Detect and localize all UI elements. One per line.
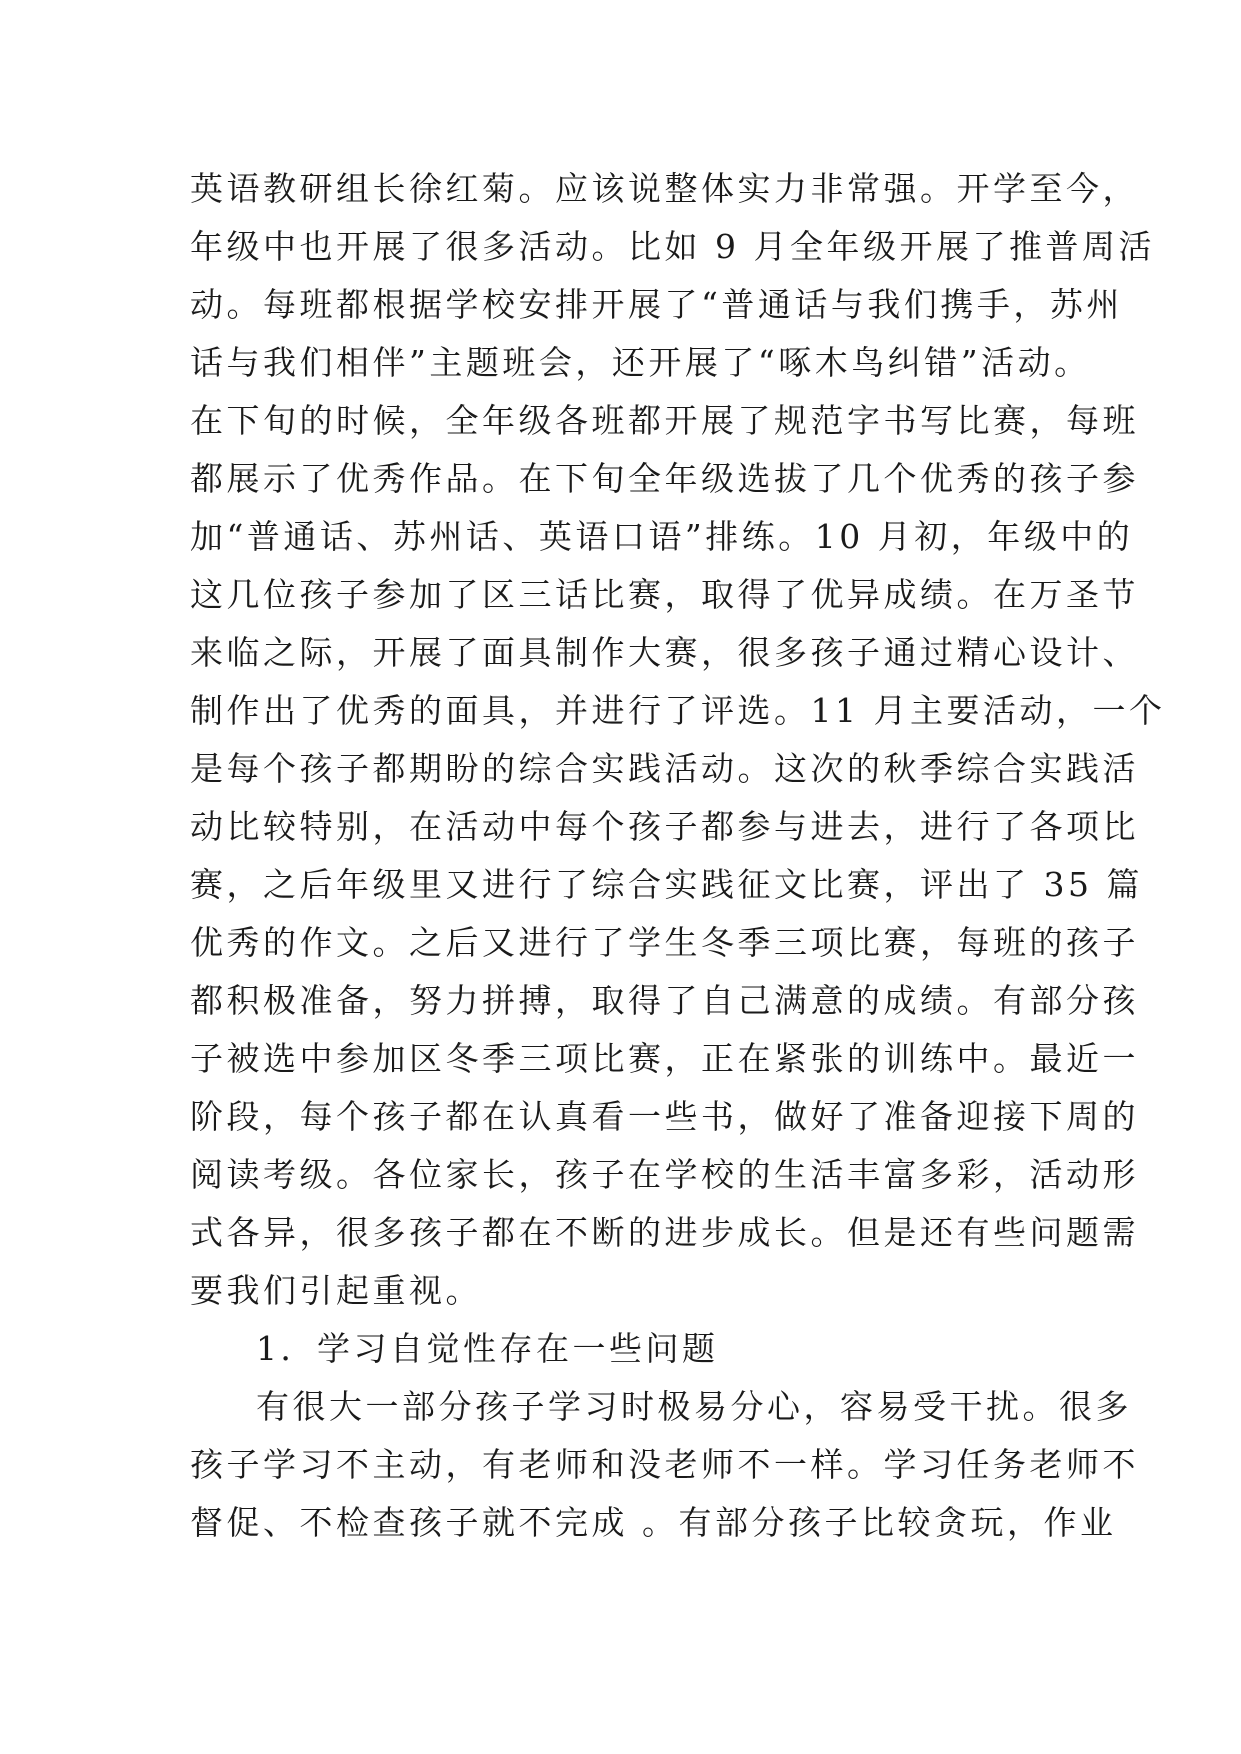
text-line: 加“普通话、苏州话、英语口语”排练。10 月初，年级中的 [190, 517, 1134, 556]
text-line: 制作出了优秀的面具，并进行了评选。11 月主要活动，一个 [190, 691, 1166, 730]
text-line: 这几位孩子参加了区三话比赛，取得了优异成绩。在万圣节 [190, 575, 1139, 614]
text-line: 督促、不检查孩子就不完成 。有部分孩子比较贪玩，作业 [190, 1503, 1117, 1542]
text-line: 优秀的作文。之后又进行了学生冬季三项比赛，每班的孩子 [190, 923, 1139, 962]
text-line: 有很大一部分孩子学习时极易分心，容易受干扰。很多 [256, 1387, 1132, 1426]
text-line: 是每个孩子都期盼的综合实践活动。这次的秋季综合实践活 [190, 749, 1139, 788]
text-line: 赛，之后年级里又进行了综合实践征文比赛，评出了 35 篇 [190, 865, 1143, 904]
text-line: 动。每班都根据学校安排开展了“普通话与我们携手，苏州 [190, 285, 1123, 324]
text-line: 来临之际，开展了面具制作大赛，很多孩子通过精心设计、 [190, 633, 1139, 672]
document-body [190, 160, 1166, 1552]
text-line: 在下旬的时候，全年级各班都开展了规范字书写比赛，每班 [190, 401, 1139, 440]
text-line: 年级中也开展了很多活动。比如 9 月全年级开展了推普周活 [190, 227, 1155, 266]
text-line: 孩子学习不主动，有老师和没老师不一样。学习任务老师不 [190, 1445, 1139, 1484]
text-line: 都展示了优秀作品。在下旬全年级选拔了几个优秀的孩子参 [190, 459, 1139, 498]
section-heading: 1．学习自觉性存在一些问题 [256, 1329, 719, 1368]
text-line: 动比较特别，在活动中每个孩子都参与进去，进行了各项比 [190, 807, 1139, 846]
text-line: 都积极准备，努力拼搏，取得了自己满意的成绩。有部分孩 [190, 981, 1139, 1020]
text-line: 子被选中参加区冬季三项比赛，正在紧张的训练中。最近一 [190, 1039, 1139, 1078]
text-line: 阅读考级。各位家长，孩子在学校的生活丰富多彩，活动形 [190, 1155, 1139, 1194]
text-line: 话与我们相伴”主题班会，还开展了“啄木鸟纠错”活动。 [190, 343, 1091, 382]
text-line: 阶段，每个孩子都在认真看一些书，做好了准备迎接下周的 [190, 1097, 1139, 1136]
text-line: 式各异，很多孩子都在不断的进步成长。但是还有些问题需 [190, 1213, 1139, 1252]
text-line: 英语教研组长徐红菊。应该说整体实力非常强。开学至今， [190, 169, 1139, 208]
text-line: 要我们引起重视。 [190, 1271, 482, 1310]
